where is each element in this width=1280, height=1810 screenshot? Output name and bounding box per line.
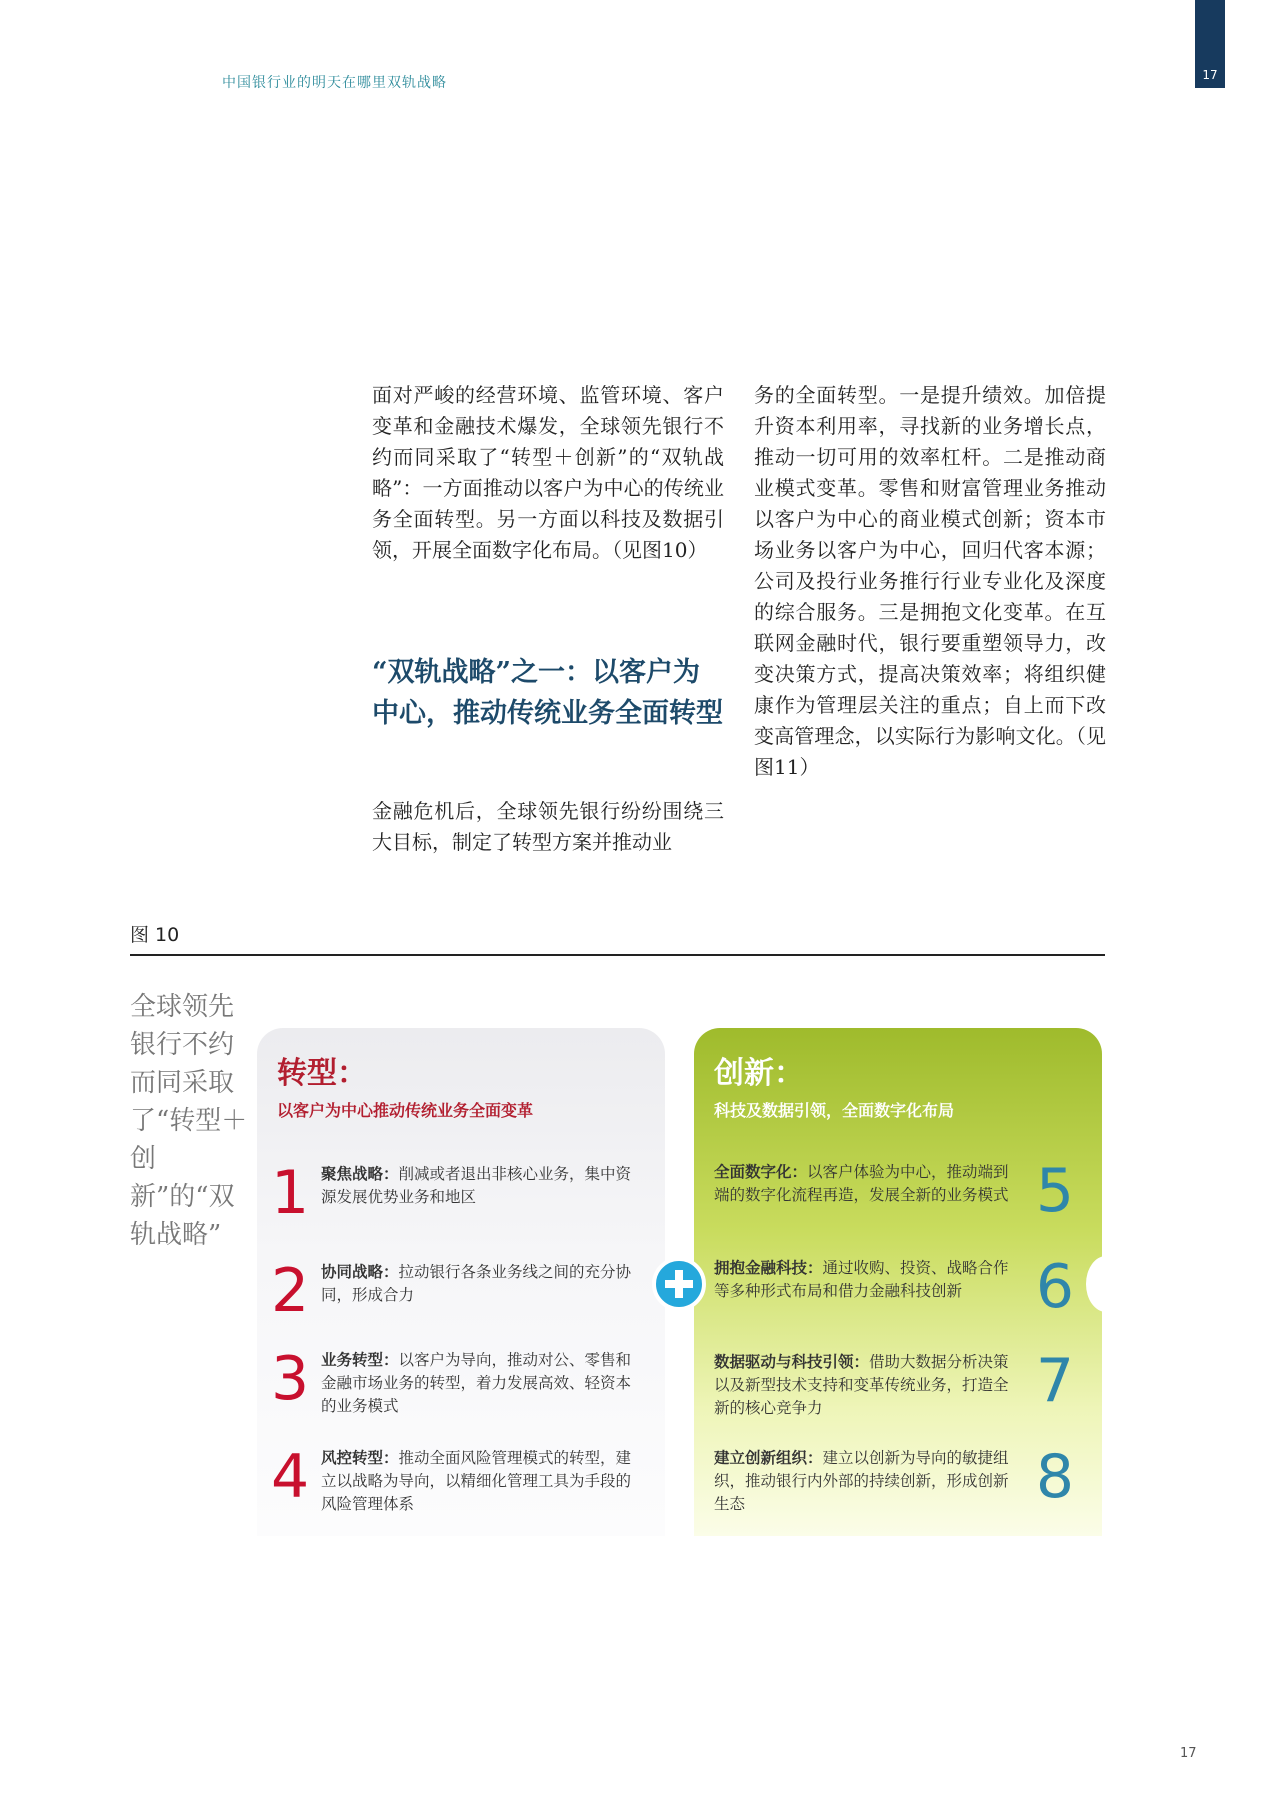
transformation-subtitle: 以客户为中心推动传统业务全面变革: [277, 1101, 534, 1120]
strategy-text: 建立以创新为导向的敏捷组织，推动银行内外部的持续创新，形成创新生态: [714, 1449, 1009, 1513]
strategy-number: 7: [1035, 1346, 1074, 1416]
strategy-keyword: 协同战略：: [321, 1262, 399, 1281]
strategy-text: 以客户为导向，推动对公、零售和金融市场业务的转型，着力发展高效、轻资本的业务模式: [321, 1351, 632, 1415]
innovation-title: 创新：: [714, 1056, 804, 1091]
strategy-text: 以客户体验为中心，推动端到端的数字化流程再造，发展全新的业务模式: [714, 1163, 1009, 1204]
strategy-text: 通过收购、投资、战略合作等多种形式布局和借力金融科技创新: [714, 1259, 1009, 1300]
strategy-number: 1: [271, 1158, 310, 1228]
strategy-item-5: [694, 1156, 1074, 1246]
figure-side-caption: 全球领先银行不约而同采取了“转型＋创新”的“双轨战略”: [130, 992, 248, 1250]
strategy-number: 8: [1035, 1442, 1074, 1512]
strategy-keyword: 数据驱动与科技引领：: [714, 1352, 870, 1371]
strategy-text: 推动全面风险管理模式的转型，建立以战略为导向，以精细化管理工具为手段的风险管理体系: [321, 1449, 632, 1513]
page-number-tab: [1195, 0, 1225, 88]
strategy-text: 借助大数据分析决策以及新型技术支持和变革传统业务，打造全新的核心竞争力: [714, 1353, 1009, 1417]
strategy-keyword: 全面数字化：: [714, 1162, 808, 1181]
strategy-number: 4: [271, 1442, 310, 1512]
strategy-item-2: [257, 1256, 637, 1346]
strategy-number: 2: [271, 1256, 310, 1326]
strategy-keyword: 建立创新组织：: [714, 1448, 823, 1467]
strategy-item-1: [257, 1158, 637, 1248]
section-heading: “双轨战略”之一：以客户为中心，推动传统业务全面转型: [372, 657, 723, 729]
strategy-item-8: [694, 1442, 1074, 1532]
plus-icon: [652, 1257, 706, 1311]
figure-label: 图 10: [130, 924, 180, 946]
strategy-text: 削减或者退出非核心业务，集中资源发展优势业务和地区: [321, 1165, 632, 1206]
transformation-title: 转型：: [277, 1056, 367, 1091]
innovation-panel: [694, 1028, 1102, 1536]
strategy-number: 6: [1035, 1252, 1074, 1322]
intro-paragraph: 面对严峻的经营环境、监管环境、客户变革和金融技术爆发，全球领先银行不约而同采取了“转型＋创新”的“双轨战略”：一方面推动以客户为中心的传统业务全面转型。另一方面以科技及数据引领，开展全面数字化布局。（见图10）: [372, 383, 724, 562]
footer-page-number: 17: [1180, 1746, 1197, 1761]
section-paragraph-continued: 务的全面转型。一是提升绩效。加倍提升资本利用率，寻找新的业务增长点，推动一切可用的效率杠杆。二是推动商业模式变革。零售和财富管理业务推动以客户为中心的商业模式创新；资本市场业务以客户为中心，回归代客本源；公司及投行业务推行行业专业化及深度的综合服务。三是拥抱文化变革。在互联网金融时代，银行要重塑领导力，改变决策方式，提高决策效率；将组织健康作为管理层关注的重点；自上而下改变高管理念，以实际行为影响文化。（见图11）: [754, 383, 1106, 779]
strategy-keyword: 拥抱金融科技：: [714, 1258, 823, 1277]
transformation-panel: [257, 1028, 665, 1536]
panel-notch: [1086, 1256, 1126, 1312]
page-number-top: 17: [1202, 68, 1218, 82]
strategy-item-3: [257, 1344, 637, 1434]
strategy-text: 拉动银行各条业务线之间的充分协同，形成合力: [321, 1263, 632, 1304]
strategy-item-7: [694, 1346, 1074, 1436]
section-paragraph-start: 金融危机后，全球领先银行纷纷围绕三大目标，制定了转型方案并推动业: [372, 799, 724, 854]
strategy-keyword: 风控转型：: [321, 1448, 399, 1467]
strategy-keyword: 业务转型：: [321, 1350, 399, 1369]
running-header: 中国银行业的明天在哪里双轨战略: [222, 75, 447, 91]
strategy-item-4: [257, 1442, 637, 1532]
innovation-subtitle: 科技及数据引领，全面数字化布局: [714, 1101, 955, 1120]
strategy-keyword: 聚焦战略：: [321, 1164, 399, 1183]
strategy-number: 3: [271, 1344, 310, 1414]
figure-divider: [130, 954, 1105, 956]
strategy-item-6: [694, 1252, 1074, 1342]
strategy-number: 5: [1035, 1156, 1074, 1226]
